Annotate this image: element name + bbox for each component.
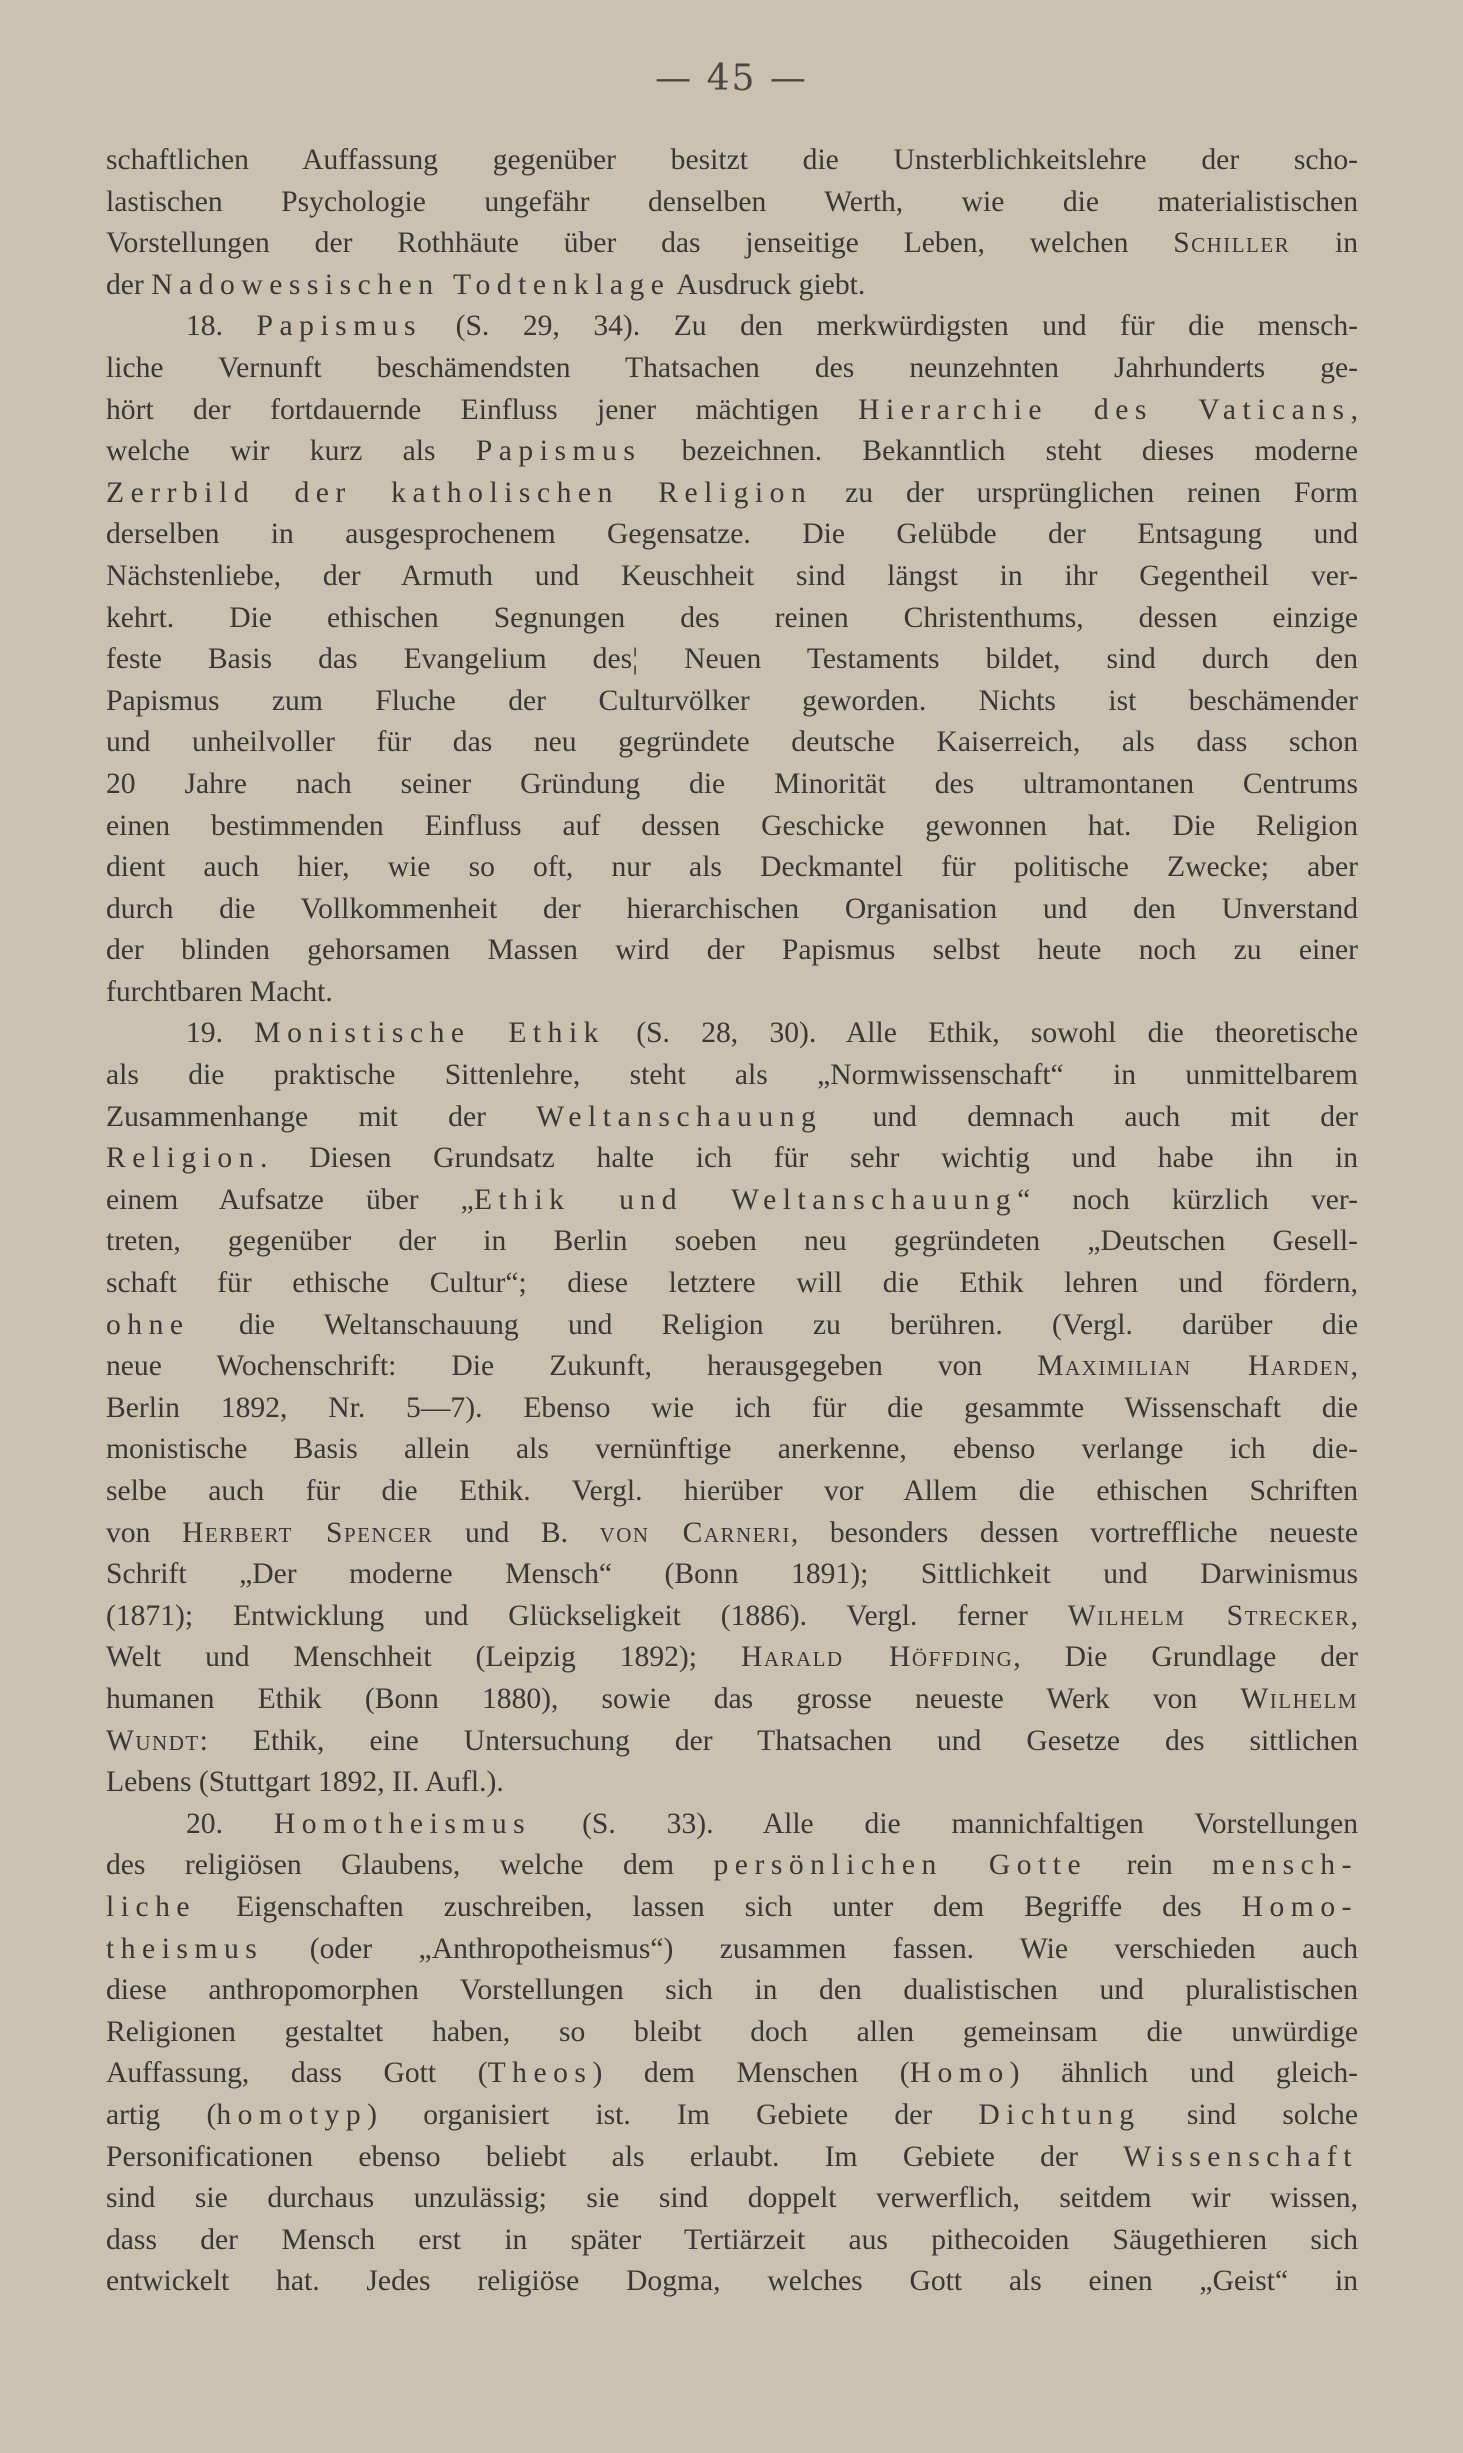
text-run: Eigenschaften zuschreiben, lassen sich unter dem Begriffe des: [196, 1890, 1242, 1923]
text-run: “ noch kürzlich ver-: [1017, 1183, 1358, 1216]
text-run: treten, gegenüber der in Berlin soeben neu gegründeten „Deutschen Gesell-: [106, 1225, 1358, 1258]
text-run: Ausdruck giebt.: [670, 268, 866, 301]
text-run: feste Basis das Evangelium des¦ Neuen Testaments bildet, sind durch den: [106, 643, 1358, 676]
text-run: ) organisiert ist. Im Gebiete der: [367, 2098, 979, 2131]
text-line: [106, 1263, 1358, 1305]
text-line: [106, 1429, 1358, 1471]
text-run: Zusammenhange mit der: [106, 1100, 537, 1133]
spaced-emphasis: theismus: [106, 1932, 264, 1965]
text-run: (S. 28, 30). Alle Ethik, sowohl die theoretische: [605, 1017, 1358, 1050]
text-line: [106, 1138, 1358, 1180]
text-line: [106, 390, 1358, 432]
text-line: [106, 847, 1358, 889]
text-line: [106, 1887, 1358, 1929]
text-line: [106, 598, 1358, 640]
text-line: [106, 764, 1358, 806]
small-caps-name: Maximilian Harden: [1037, 1350, 1351, 1383]
text-line: [106, 1845, 1358, 1887]
text-line: [106, 1346, 1358, 1388]
text-line: [106, 1804, 1358, 1846]
text-line: [106, 2137, 1358, 2179]
text-run: in: [1290, 227, 1358, 260]
text-line: [106, 1929, 1358, 1971]
small-caps-name: Wilhelm: [1240, 1682, 1358, 1715]
text-line: [106, 1679, 1358, 1721]
text-run: (oder „Anthropotheismus“) zusammen fassen. Wie verschieden auch: [263, 1932, 1358, 1965]
text-run: welche wir kurz als: [106, 435, 476, 468]
text-run: dass der Mensch erst in später Tertiärzeit aus pithecoiden Säugethieren sich: [106, 2223, 1358, 2256]
text-line: [106, 806, 1358, 848]
spaced-emphasis: Nadowessischen Todtenklage: [151, 268, 671, 301]
spaced-emphasis: liche: [106, 1890, 197, 1923]
spaced-emphasis: Zerrbild der katholischen Religion: [106, 476, 813, 509]
small-caps-name: Schiller: [1173, 227, 1291, 260]
spaced-emphasis: ohne: [106, 1308, 190, 1341]
text-run: humanen Ethik (Bonn 1880), sowie das grosse neueste Werk von: [106, 1682, 1241, 1715]
spaced-emphasis: Ethik und Weltanschauung: [473, 1183, 1018, 1216]
text-line: [106, 2053, 1358, 2095]
text-run: Papismus zum Fluche der Culturvölker geworden. Nichts ist beschämender: [106, 684, 1358, 717]
spaced-emphasis: persönlichen Gotte: [713, 1849, 1088, 1882]
body-text: [106, 140, 1358, 2303]
text-run: des religiösen Glaubens, welche dem: [106, 1849, 714, 1882]
text-run: und demnach auch mit der: [822, 1100, 1359, 1133]
text-run: ) ähnlich und gleich-: [1009, 2057, 1358, 2090]
text-run: ,: [1350, 1350, 1358, 1383]
spaced-emphasis: mensch-: [1212, 1849, 1358, 1882]
text-run: diese anthropomorphen Vorstellungen sich in den dualistischen und pluralistischen: [106, 1974, 1358, 2007]
text-run: Schrift „Der moderne Mensch“ (Bonn 1891); Sittlichkeit und Darwinismus: [106, 1558, 1358, 1591]
small-caps-name: von Carneri: [599, 1516, 791, 1549]
text-run: der: [106, 268, 152, 301]
text-line: [106, 1970, 1358, 2012]
text-line: [106, 930, 1358, 972]
spaced-emphasis: Homo: [909, 2057, 1010, 2090]
spaced-emphasis: Homotheismus: [273, 1807, 532, 1840]
spaced-emphasis: Religion: [106, 1142, 261, 1175]
text-run: ) dem Menschen (: [592, 2057, 910, 2090]
text-line: [106, 2220, 1358, 2262]
text-line: [106, 1762, 1358, 1804]
text-run: : Ethik, eine Untersuchung der Thatsachen und Gesetze des sittlichen: [199, 1724, 1358, 1757]
spaced-emphasis: Weltanschauung: [536, 1100, 823, 1133]
text-line: [106, 2012, 1358, 2054]
text-run: und unheilvoller für das neu gegründete deutsche Kaiserreich, als dass schon: [106, 726, 1358, 759]
text-run: bezeichnen. Bekanntlich steht dieses moderne: [641, 435, 1358, 468]
text-run: Personificationen ebenso beliebt als erlaubt. Im Gebiete der: [106, 2140, 1124, 2173]
spaced-emphasis: Monistische Ethik: [254, 1017, 605, 1050]
text-line: [106, 2095, 1358, 2137]
spaced-emphasis: Homo-: [1241, 1890, 1358, 1923]
text-line: [106, 431, 1358, 473]
spaced-emphasis: Theos: [487, 2057, 593, 2090]
text-run: als die praktische Sittenlehre, steht als „Normwissenschaft“ in unmittelbarem: [106, 1059, 1358, 1092]
text-run: derselben in ausgesprochenem Gegensatze. Die Gelübde der Entsagung und: [106, 518, 1358, 551]
text-run: 19.: [186, 1017, 255, 1050]
text-line: [106, 182, 1358, 224]
text-run: Nächstenliebe, der Armuth und Keuschheit sind längst in ihr Gegentheil ver-: [106, 559, 1358, 592]
text-line: [106, 1221, 1358, 1263]
text-run: liche Vernunft beschämendsten Thatsachen des neunzehnten Jahrhunderts ge-: [106, 351, 1358, 384]
text-line: [106, 1471, 1358, 1513]
text-run: Berlin 1892, Nr. 5—7). Ebenso wie ich für die gesammte Wissenschaft die: [106, 1391, 1358, 1424]
small-caps-name: Harald Höffding: [740, 1641, 1014, 1674]
text-run: entwickelt hat. Jedes religiöse Dogma, welches Gott als einen „Geist“ in: [106, 2265, 1358, 2298]
text-line: [106, 972, 1358, 1014]
small-caps-name: Wundt: [106, 1724, 200, 1757]
text-run: dient auch hier, wie so oft, nur als Deckmantel für politische Zwecke; aber: [106, 851, 1358, 884]
spaced-emphasis: Hierarchie des Vaticans: [858, 393, 1351, 426]
text-run: und B.: [433, 1516, 600, 1549]
text-line: [106, 1013, 1358, 1055]
text-run: kehrt. Die ethischen Segnungen des reinen Christenthums, dessen einzige: [106, 601, 1358, 634]
text-run: hört der fortdauernde Einfluss jener mächtigen: [106, 393, 859, 426]
text-line: [106, 556, 1358, 598]
text-run: monistische Basis allein als vernünftige anerkenne, ebenso verlange ich die-: [106, 1433, 1358, 1466]
small-caps-name: Wilhelm Strecker: [1067, 1599, 1351, 1632]
text-run: , Die Grundlage der: [1013, 1641, 1358, 1674]
text-line: [106, 681, 1358, 723]
text-run: (S. 33). Alle die mannichfaltigen Vorstellungen: [531, 1807, 1359, 1840]
text-run: die Weltanschauung und Religion zu berühren. (Vergl. darüber die: [189, 1308, 1358, 1341]
text-run: zu der ursprünglichen reinen Form: [812, 476, 1358, 509]
text-run: lastischen Psychologie ungefähr denselben Werth, wie die materialistischen: [106, 185, 1358, 218]
text-line: [106, 1596, 1358, 1638]
text-line: [106, 889, 1358, 931]
text-line: [106, 265, 1358, 307]
text-run: einen bestimmenden Einfluss auf dessen Geschicke gewonnen hat. Die Religion: [106, 809, 1358, 842]
text-line: [106, 639, 1358, 681]
small-caps-name: Herbert Spencer: [181, 1516, 434, 1549]
text-run: Religionen gestaltet haben, so bleibt doch allen gemeinsam die unwürdige: [106, 2015, 1358, 2048]
spaced-emphasis: homotyp: [216, 2098, 368, 2131]
text-line: [106, 1097, 1358, 1139]
text-run: Welt und Menschheit (Leipzig 1892);: [106, 1641, 741, 1674]
text-line: [106, 1055, 1358, 1097]
text-line: [106, 2178, 1358, 2220]
text-run: durch die Vollkommenheit der hierarchischen Organisation und den Unverstand: [106, 892, 1358, 925]
text-line: [106, 1637, 1358, 1679]
text-run: selbe auch für die Ethik. Vergl. hierüber vor Allem die ethischen Schriften: [106, 1475, 1358, 1507]
text-line: [106, 1721, 1358, 1763]
text-line: [106, 223, 1358, 265]
text-run: , besonders dessen vortreffliche neueste: [790, 1516, 1358, 1549]
text-run: (S. 29, 34). Zu den merkwürdigsten und für die mensch-: [422, 310, 1359, 343]
text-run: schaftlichen Auffassung gegenüber besitzt die Unsterblichkeitslehre der scho-: [106, 144, 1358, 176]
text-run: artig (: [106, 2098, 217, 2131]
text-line: [106, 1388, 1358, 1430]
text-run: 18.: [186, 310, 257, 343]
spaced-emphasis: Wissenschaft: [1123, 2140, 1358, 2173]
text-run: ,: [1350, 393, 1358, 426]
text-line: [106, 2261, 1358, 2303]
text-run: neue Wochenschrift: Die Zukunft, herausgegeben von: [106, 1350, 1038, 1383]
text-run: 20 Jahre nach seiner Gründung die Minorität des ultramontanen Centrums: [106, 767, 1358, 800]
text-run: Auffassung, dass Gott (: [106, 2057, 488, 2090]
spaced-emphasis: Papismus: [475, 435, 642, 468]
spaced-emphasis: Dichtung: [978, 2098, 1141, 2131]
text-run: sind sie durchaus unzulässig; sie sind doppelt verwerflich, seitdem wir wissen,: [106, 2182, 1358, 2215]
text-run: schaft für ethische Cultur“; diese letztere will die Ethik lehren und fördern,: [106, 1267, 1358, 1300]
page-number: — 45 —: [655, 58, 808, 99]
text-run: Vorstellungen der Rothhäute über das jenseitige Leben, welchen: [106, 227, 1174, 260]
text-run: sind solche: [1140, 2098, 1358, 2131]
text-run: rein: [1087, 1849, 1213, 1882]
text-run: Lebens (Stuttgart 1892, II. Aufl.).: [106, 1766, 504, 1799]
text-line: [106, 473, 1358, 515]
text-line: [106, 1554, 1358, 1596]
text-line: [106, 1513, 1358, 1555]
spaced-emphasis: Papismus: [256, 310, 423, 343]
text-line: [106, 1180, 1358, 1222]
text-run: (1871); Entwicklung und Glückseligkeit (1886). Vergl. ferner: [106, 1599, 1068, 1632]
text-line: [106, 722, 1358, 764]
text-run: ,: [1350, 1599, 1359, 1632]
text-run: der blinden gehorsamen Massen wird der Papismus selbst heute noch zu einer: [106, 934, 1358, 967]
text-run: 20.: [186, 1807, 274, 1840]
text-line: [106, 348, 1358, 390]
text-run: . Diesen Grundsatz halte ich für sehr wichtig und habe ihn in: [260, 1142, 1358, 1175]
text-run: von: [106, 1516, 182, 1549]
text-line: [106, 306, 1358, 348]
text-line: [106, 140, 1358, 182]
text-line: [106, 1305, 1358, 1347]
text-run: furchtbaren Macht.: [106, 975, 333, 1008]
text-run: einem Aufsatze über „: [106, 1183, 474, 1216]
text-line: [106, 514, 1358, 556]
